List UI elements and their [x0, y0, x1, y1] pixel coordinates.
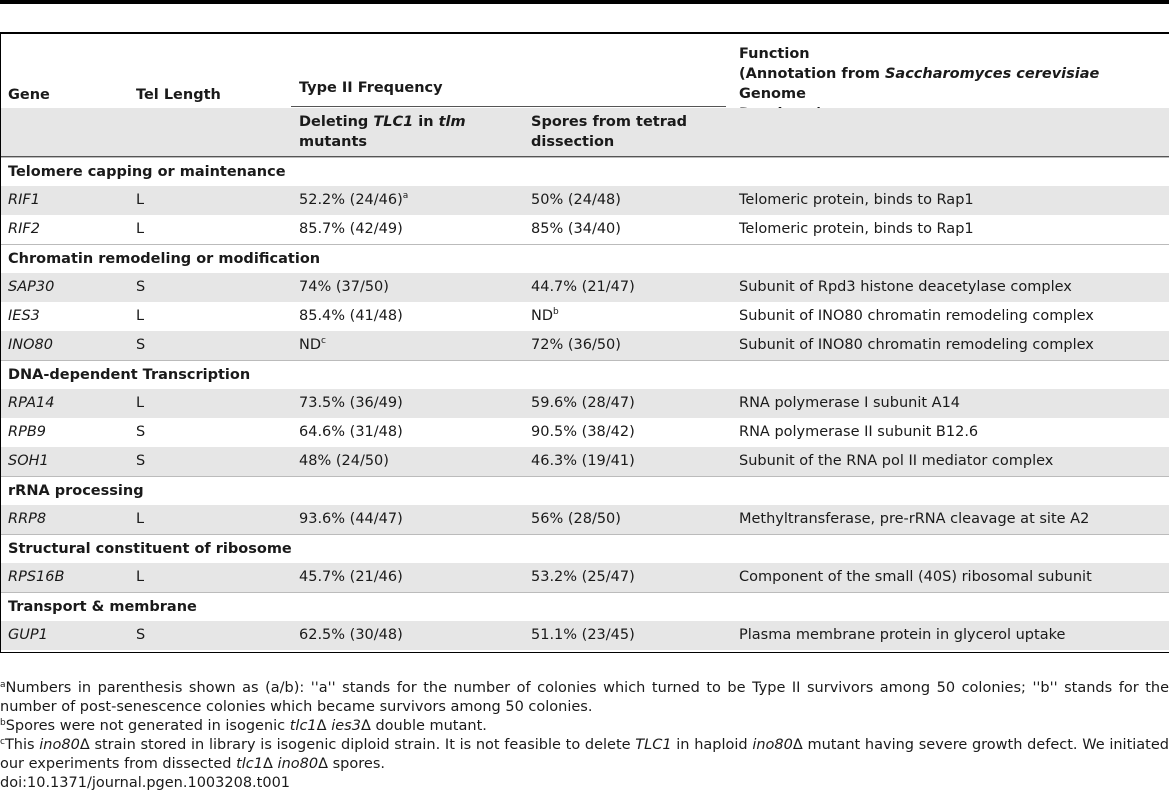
table-row [1, 418, 1169, 447]
gene-cell-text: SAP30 [8, 279, 55, 295]
header-gene: Gene [8, 87, 50, 103]
deleting-cell-text: 85.4% (41/48) [299, 308, 403, 324]
function-cell [739, 418, 978, 447]
spores-cell [531, 505, 621, 534]
deleting-cell-text: 45.7% (21/46) [299, 569, 403, 585]
spores-cell [531, 302, 559, 331]
section-header: DNA-dependent Transcription [1, 360, 1169, 389]
gene-cell-text: IES3 [8, 308, 40, 324]
tel-length-cell [136, 331, 145, 360]
gene-cell [8, 273, 54, 302]
table-row [1, 505, 1169, 534]
tel-length-cell-text: S [136, 279, 146, 295]
tel-length-cell-text: L [136, 221, 145, 237]
spores-cell-text: 56% (28/50) [531, 511, 621, 527]
section-header: Structural constituent of ribosome [1, 534, 1169, 563]
footnote-b-mark: b [0, 718, 6, 728]
tel-length-cell-text: L [136, 192, 145, 208]
header-spores-line1: Spores from tetrad [531, 114, 688, 130]
footnote-c-gene2: TLC1 [635, 737, 672, 753]
header-function-text: (Annotation from [739, 66, 885, 82]
deleting-cell [299, 302, 403, 331]
table-row [1, 621, 1169, 650]
function-cell [739, 186, 974, 215]
footnote-c-text: This [4, 737, 40, 753]
footnote-c [0, 736, 1169, 774]
header-row-2 [1, 108, 1169, 156]
section-header: Telomere capping or maintenance [1, 157, 1169, 186]
spores-cell-text: 44.7% (21/47) [531, 279, 635, 295]
deleting-cell-text: 64.6% (31/48) [299, 424, 403, 440]
footnote-b-gene1: tlc1 [289, 718, 317, 734]
tel-length-cell [136, 418, 145, 447]
function-cell-text: Telomeric protein, binds to Rap1 [739, 221, 974, 237]
footnote-mark: b [553, 307, 559, 317]
gene-cell-text: SOH1 [8, 453, 49, 469]
deleting-cell-text: 62.5% (30/48) [299, 627, 403, 643]
tel-length-cell [136, 389, 144, 418]
gene-cell [8, 389, 54, 418]
function-cell-text: Subunit of INO80 chromatin remodeling complex [739, 337, 1094, 353]
spores-cell [531, 447, 635, 476]
function-cell [739, 331, 1094, 360]
table-row [1, 186, 1169, 215]
header-row-1 [1, 34, 1169, 108]
function-cell [739, 505, 1089, 534]
spores-cell-text: ND [531, 308, 554, 324]
section-header: rRNA processing [1, 476, 1169, 505]
deleting-cell-text: 73.5% (36/49) [299, 395, 403, 411]
spores-cell [531, 389, 635, 418]
header-tel-length: Tel Length [136, 87, 221, 103]
header-deleting-line2: mutants [299, 134, 368, 150]
footnote-b-gene2: ies3 [331, 718, 361, 734]
tel-length-cell-text: S [136, 627, 146, 643]
section-header: Transport & membrane [1, 592, 1169, 621]
function-cell-text: Plasma membrane protein in glycerol uptake [739, 627, 1066, 643]
deleting-cell [299, 447, 389, 476]
spores-cell-text: 51.1% (23/45) [531, 627, 635, 643]
function-cell [739, 273, 1072, 302]
function-cell-text: Subunit of the RNA pol II mediator complex [739, 453, 1054, 469]
gene-cell [8, 215, 40, 244]
gene-cell-text: INO80 [8, 337, 53, 353]
header-function-species: Saccharomyces cerevisiae [884, 66, 1100, 82]
function-cell-text: Component of the small (40S) ribosomal subunit [739, 569, 1092, 585]
footnote-a-text: Numbers in parenthesis shown as (a/b): ''a'' stands for the number of colonies which turned to be Type II survivors among 50 colonies; ''b'' stands for the number of post-senescence colonies which became survivors among 50 colonies. [0, 680, 1169, 715]
tel-length-cell-text: S [136, 337, 146, 353]
deleting-cell [299, 389, 403, 418]
spores-cell-text: 46.3% (19/41) [531, 453, 635, 469]
subheader-rule [291, 106, 726, 107]
spores-cell-text: 53.2% (25/47) [531, 569, 635, 585]
footnote-c-delta4: Δ [318, 756, 329, 772]
tel-length-cell [136, 447, 145, 476]
function-cell [739, 302, 1094, 331]
tel-length-cell-text: L [136, 308, 145, 324]
footnote-mark: c [321, 336, 326, 346]
top-rule [0, 0, 1169, 4]
spores-cell [531, 273, 635, 302]
footnote-c-delta1: Δ [79, 737, 90, 753]
tel-length-cell [136, 273, 145, 302]
footnote-b-text: Spores were not generated in isogenic [5, 718, 290, 734]
deleting-cell [299, 418, 403, 447]
footnote-b-end: double mutant. [370, 718, 487, 734]
table-row [1, 389, 1169, 418]
header-spores [531, 112, 687, 152]
footnote-b-delta1: Δ [316, 718, 332, 734]
table-row [1, 302, 1169, 331]
tel-length-cell [136, 302, 144, 331]
gene-cell-text: RRP8 [8, 511, 47, 527]
deleting-cell-text: 52.2% (24/46) [299, 192, 403, 208]
footnote-c-end: spores. [328, 756, 385, 772]
gene-table [0, 32, 1169, 653]
tel-length-cell [136, 505, 144, 534]
gene-cell [8, 331, 53, 360]
footnote-mark: a [402, 191, 409, 201]
deleting-cell-text: 85.7% (42/49) [299, 221, 403, 237]
tel-length-cell-text: L [136, 511, 145, 527]
table-body [1, 157, 1169, 650]
footnote-a-mark: a [0, 680, 6, 690]
function-cell-text: Subunit of INO80 chromatin remodeling complex [739, 308, 1094, 324]
deleting-cell [299, 331, 326, 360]
tel-length-cell [136, 621, 145, 650]
gene-cell [8, 302, 40, 331]
footnote-a [0, 679, 1169, 717]
function-cell-text: Telomeric protein, binds to Rap1 [739, 192, 974, 208]
tel-length-cell-text: S [136, 453, 146, 469]
deleting-cell [299, 215, 403, 244]
tel-length-cell-text: L [136, 395, 145, 411]
header-deleting-gene: TLC1 [373, 114, 414, 130]
gene-cell [8, 621, 48, 650]
tel-length-cell-text: S [136, 424, 146, 440]
function-cell-text: Subunit of Rpd3 histone deacetylase complex [739, 279, 1072, 295]
table-row [1, 215, 1169, 244]
footnote-c-gene3: ino80 [752, 737, 793, 753]
function-cell-text: Methyltransferase, pre-rRNA cleavage at site A2 [739, 511, 1090, 527]
footnotes [0, 679, 1169, 793]
tel-length-cell [136, 563, 144, 592]
gene-cell [8, 447, 49, 476]
header-function-line2 [739, 64, 1169, 104]
footnote-c-delta2: Δ [792, 737, 803, 753]
deleting-cell-text: 93.6% (44/47) [299, 511, 403, 527]
function-cell [739, 621, 1065, 650]
footnote-c-mid2: in haploid [671, 737, 753, 753]
spores-cell [531, 215, 621, 244]
footnote-c-mark: c [0, 737, 5, 747]
header-deleting-text: Deleting [299, 114, 374, 130]
footnote-b [0, 717, 1169, 736]
deleting-cell-text: ND [299, 337, 322, 353]
spores-cell-text: 50% (24/48) [531, 192, 621, 208]
footnote-b-delta2: Δ [360, 718, 371, 734]
header-deleting-mid: in [413, 114, 439, 130]
deleting-cell [299, 563, 403, 592]
footnote-c-gene5: ino80 [277, 756, 319, 772]
gene-cell [8, 186, 40, 215]
table-row [1, 447, 1169, 476]
doi-link[interactable]: doi:10.1371/journal.pgen.1003208.t001 [0, 775, 291, 791]
header-function-text-2: Genome [739, 86, 806, 102]
footnote-c-gene4: tlc1 [236, 756, 264, 772]
gene-cell-text: RPS16B [8, 569, 65, 585]
spores-cell [531, 621, 635, 650]
deleting-cell [299, 505, 403, 534]
header-type2-frequency: Type II Frequency [299, 80, 443, 96]
spores-cell [531, 418, 635, 447]
spores-cell [531, 331, 621, 360]
footnote-c-delta3: Δ [263, 756, 278, 772]
gene-cell-text: RIF2 [8, 221, 40, 237]
footnote-c-gene1: ino80 [39, 737, 80, 753]
function-cell [739, 215, 974, 244]
spores-cell [531, 563, 635, 592]
table-row [1, 563, 1169, 592]
spores-cell-text: 72% (36/50) [531, 337, 621, 353]
deleting-cell-text: 48% (24/50) [299, 453, 389, 469]
function-cell [739, 389, 960, 418]
spores-cell-text: 59.6% (28/47) [531, 395, 635, 411]
footnote-c-mid3: mutant having severe growth defect. We initiated our experiments from dissected [0, 737, 1169, 772]
tel-length-cell [136, 215, 144, 244]
header-deleting-tlc1 [299, 112, 466, 152]
table-row [1, 273, 1169, 302]
spores-cell-text: 85% (34/40) [531, 221, 621, 237]
deleting-cell [299, 621, 403, 650]
deleting-cell [299, 186, 408, 215]
function-cell [739, 563, 1092, 592]
gene-cell-text: RPB9 [8, 424, 46, 440]
section-header: Chromatin remodeling or modification [1, 244, 1169, 273]
gene-cell [8, 563, 64, 592]
gene-cell-text: GUP1 [8, 627, 48, 643]
spores-cell-text: 90.5% (38/42) [531, 424, 635, 440]
function-cell [739, 447, 1053, 476]
spores-cell [531, 186, 621, 215]
gene-cell [8, 418, 46, 447]
gene-cell-text: RPA14 [8, 395, 55, 411]
tel-length-cell [136, 186, 144, 215]
gene-cell-text: RIF1 [8, 192, 40, 208]
table-row [1, 331, 1169, 360]
gene-cell [8, 505, 46, 534]
deleting-cell-text: 74% (37/50) [299, 279, 389, 295]
function-cell-text: RNA polymerase II subunit B12.6 [739, 424, 979, 440]
header-function-line1: Function [739, 46, 810, 62]
tel-length-cell-text: L [136, 569, 145, 585]
deleting-cell [299, 273, 389, 302]
function-cell-text: RNA polymerase I subunit A14 [739, 395, 961, 411]
footnote-c-mid1: strain stored in library is isogenic diploid strain. It is not feasible to delete [89, 737, 636, 753]
header-spores-line2: dissection [531, 134, 615, 150]
header-deleting-strain: tlm [438, 114, 466, 130]
table-bottom-rule [1, 652, 1169, 653]
